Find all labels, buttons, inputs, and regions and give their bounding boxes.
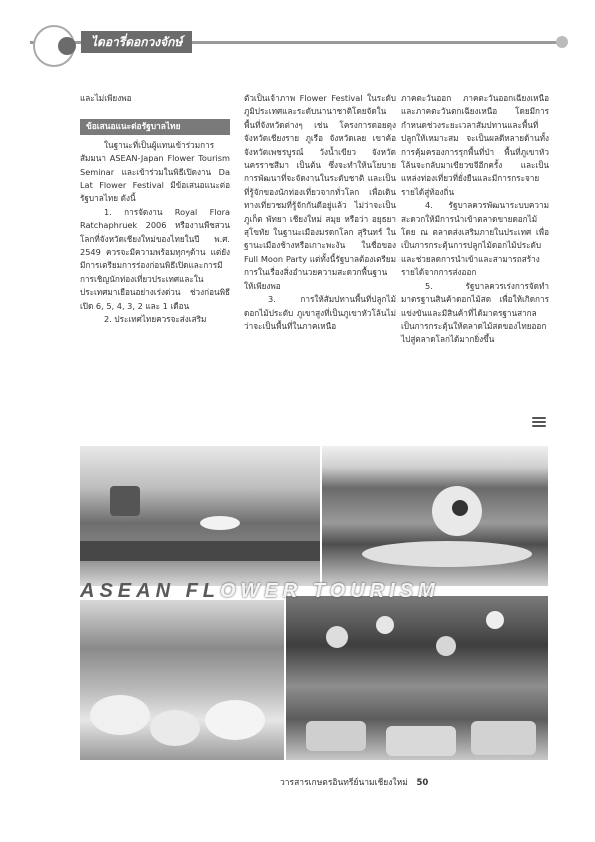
col3-paragraph-3: 5. รัฐบาลควรเร่งการจัดทำมาตรฐานสินค้าดอกไม้สด เพื่อให้เกิดการแข่งขันและมีสินค้าที่ได้มาตรฐานสากล เป็นการกระตุ้นให้ตลาดไม้สดของไทยออกไปสู่ตลาดโลกได้มากยิ่งขึ้น [401,280,549,345]
greenhouse-orchid-photo [80,600,284,760]
col2-paragraph-1: ตัวเป็นเจ้าภาพ Flower Festival ในระดับภูมิประเทศและระดับนานาชาติโดยจัดในพื้นที่จังหวัดต่างๆ เช่น โครงการดอยตุง จังหวัดเชียงราย ภูเรือ จังหวัดเลย เขาค้อ จังหวัดเพชรบูรณ์ วังน้ำเขียว จังหวัดนครราชสีมา เป็นต้น ซึ่งจะทำให้นโยบายการพัฒนาที่จะจัดงานในระดับชาติ และเป็นที่รู้จักของนักท่องเที่ยวจากทั่วโลก เพื่อเดินทางเที่ยวชมที่รู้จักกันดีอยู่แล้ว ไม่ว่าจะเป็นภูเก็ต พัทยา เชียงใหม่ สมุย หรือว่า อยุธยา สุโขทัย ในฐานะเมืองมรดกโลก สุรินทร์ ในฐานะเมืองช้างหรือเกาะพะงัน ในชื่อของ Full Moon Party แต่ทั้งนี้รัฐบาลต้องเตรียมการในเรื่องสิ่งอำนวยความสะดวกพื้นฐานให้เพียงพอ [244,93,396,291]
col2-paragraph-2: 3. การให้สัมปทานพื้นที่ปลูกไม้ดอกไม้ประดับ ภูเขาสูงที่เป็นภูเขาหัวโล้นไม่ว่าจะเป็นพื้นที่ในภาคเหนือ [244,294,396,331]
footer-publication-name: วารสารเกษตรอินทรีย์นามเชียงใหม่ [280,778,408,788]
asean-flower-tourism-banner [80,580,548,604]
flower-sculpture-photo [322,446,548,586]
col1-continued-text: และไม่เพียงพอ [80,93,132,103]
col1-paragraph-2: 1. การจัดงาน Royal Flora Ratchaphruek 2006 หรืองานพืชสวนโลกที่จังหวัดเชียงใหม่ของไทยในปี พ.ศ. 2549 ควรจะมีความพร้อมทุกๆด้าน แต่ยังมีการเตรียมการร่องก่อนพิธีเปิดและการมีการเชิญนักท่องเที่ยวประเทศและในประเทศมาเยือนอย่างเร่งด่วน ช่วงก่อนพิธีเปิด 6, 5, 4, 3, 2 และ 1 เดือน [80,206,230,311]
section-heading: ข้อเสนอแนะต่อรัฐบาลไทย [80,119,230,134]
page-number: 50 [416,778,429,788]
col3-paragraph-1: ภาคตะวันออก ภาคตะวันออกเฉียงเหนือ และภาคตะวันตกเฉียงเหนือ โดยมีการกำหนดช่วงระยะเวลาสัมปทานและพื้นที่ปลูกให้เหมาะสม จะเป็นผลดีหลายด้านทั้งการคุ้มครองการรุกพื้นที่ป่า พื้นที่ภูเขาหัวโล้นจะกลับมาเขียวขจีอีกครั้ง และเป็นแหล่งท่องเที่ยวที่ยั่งยืนและมีการกระจายรายได้สู่ท้องถิ่น [401,93,549,197]
banner-text-light: OWER TOURISM [220,580,440,602]
text-column-1 [80,92,230,327]
header-title: ไดอารี่ดอกวงจักษ์ [81,31,192,53]
header-end-dot [556,36,568,48]
page-header [0,29,595,55]
text-column-2 [244,92,396,333]
page-footer [280,775,428,789]
article-end-icon [532,417,546,431]
festival-crowd-photo [80,446,320,586]
col1-paragraph-1: ในฐานะที่เป็นผู้แทนเข้าร่วมการสัมมนา ASEAN-Japan Flower Tourism Seminar และเข้าร่วมในพิธีเปิดงาน Da Lat Flower Festival มีข้อเสนอแนะต่อรัฐบาลไทย ดังนี้ [80,139,230,204]
col1-paragraph-3: 2. ประเทศไทยควรจะส่งเสริม [104,314,207,325]
col3-paragraph-2: 4. รัฐบาลควรพัฒนาระบบความสะดวกให้มีการนำเข้าตลาดขายดอกไม้ โดย ณ ตลาดส่งเสริมภายในประเทศ เพื่อเป็นการกระตุ้นการปลูกไม้ดอกไม้ประดับและช่วยลดการนำเข้าและสามารถสร้างรายได้จากการส่งออก [401,200,549,278]
text-column-3 [401,92,549,347]
header-dot-decoration [58,37,76,55]
banner-text-dark: ASEAN FL [80,580,220,602]
potted-flowers-photo [286,596,548,760]
